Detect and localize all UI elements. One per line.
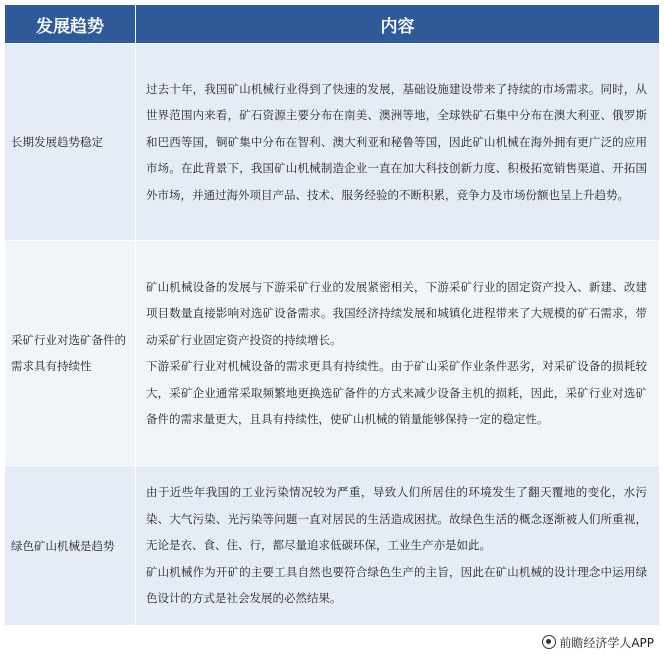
header-trend: 发展趋势 xyxy=(5,5,136,44)
table-row xyxy=(5,241,660,466)
content-paragraph: 下游采矿行业对机械设备的需求更具有持续性。由于矿山采矿作业条件恶劣，对采矿设备的损耗较大，采矿企业通常采取频繁地更换选矿备件的方式来减少设备主机的损耗，因此，采矿行业对选矿备件的需求量更大，且具有持续性，使矿山机械的销量能够保持一定的稳定性。 xyxy=(146,359,647,426)
content-paragraph: 矿山机械作为开矿的主要工具自然也要符合绿色生产的主旨，因此在矿山机械的设计理念中运用绿色设计的方式是社会发展的必然结果。 xyxy=(146,564,647,606)
table-header-row xyxy=(5,5,660,44)
source-label: 前瞻经济学人APP xyxy=(559,636,654,650)
content-cell xyxy=(136,466,660,626)
trend-cell: 长期发展趋势稳定 xyxy=(5,44,136,241)
brand-logo-icon xyxy=(542,635,556,649)
trend-table xyxy=(4,4,660,626)
content-paragraph: 矿山机械设备的发展与下游采矿行业的发展紧密相关，下游采矿行业的固定资产投入、新建、改建项目数量直接影响对选矿设备需求。我国经济持续发展和城镇化进程带来了大规模的矿石需求，带动采矿行业固定资产投资的持续增长。 xyxy=(146,279,647,347)
content-cell xyxy=(136,44,660,241)
trend-cell: 采矿行业对选矿备件的需求具有持续性 xyxy=(5,241,136,466)
content-paragraph: 由于近些年我国的工业污染情况较为严重，导致人们所居住的环境发生了翻天覆地的变化，水污染、大气污染、光污染等问题一直对居民的生活造成困扰。故绿色生活的概念逐渐被人们所重视，无论是衣、食、住、行，都尽量追求低碳环保，工业生产亦是如此。 xyxy=(146,485,647,553)
content-paragraph: 过去十年，我国矿山机械行业得到了快速的发展，基础设施建设带来了持续的市场需求。同时，从世界范围内来看，矿石资源主要分布在南美、澳洲等地，全球铁矿石集中分布在澳大利亚、俄罗斯和巴西等国，铜矿集中分布在智利、澳大利亚和秘鲁等国，因此矿山机械在海外拥有更广泛的应用市场。在此背景下，我国矿山机械制造企业一直在加大科技创新力度、积极拓宽销售渠道、开拓国外市场，并通过海外项目产品、技术、服务经验的不断积累，竞争力及市场份额也呈上升趋势。 xyxy=(146,81,647,202)
table-row xyxy=(5,466,660,626)
header-content: 内容 xyxy=(136,5,660,44)
content-cell xyxy=(136,241,660,466)
table-row xyxy=(5,44,660,241)
trend-cell: 绿色矿山机械是趋势 xyxy=(5,466,136,626)
source-footer xyxy=(0,632,654,654)
